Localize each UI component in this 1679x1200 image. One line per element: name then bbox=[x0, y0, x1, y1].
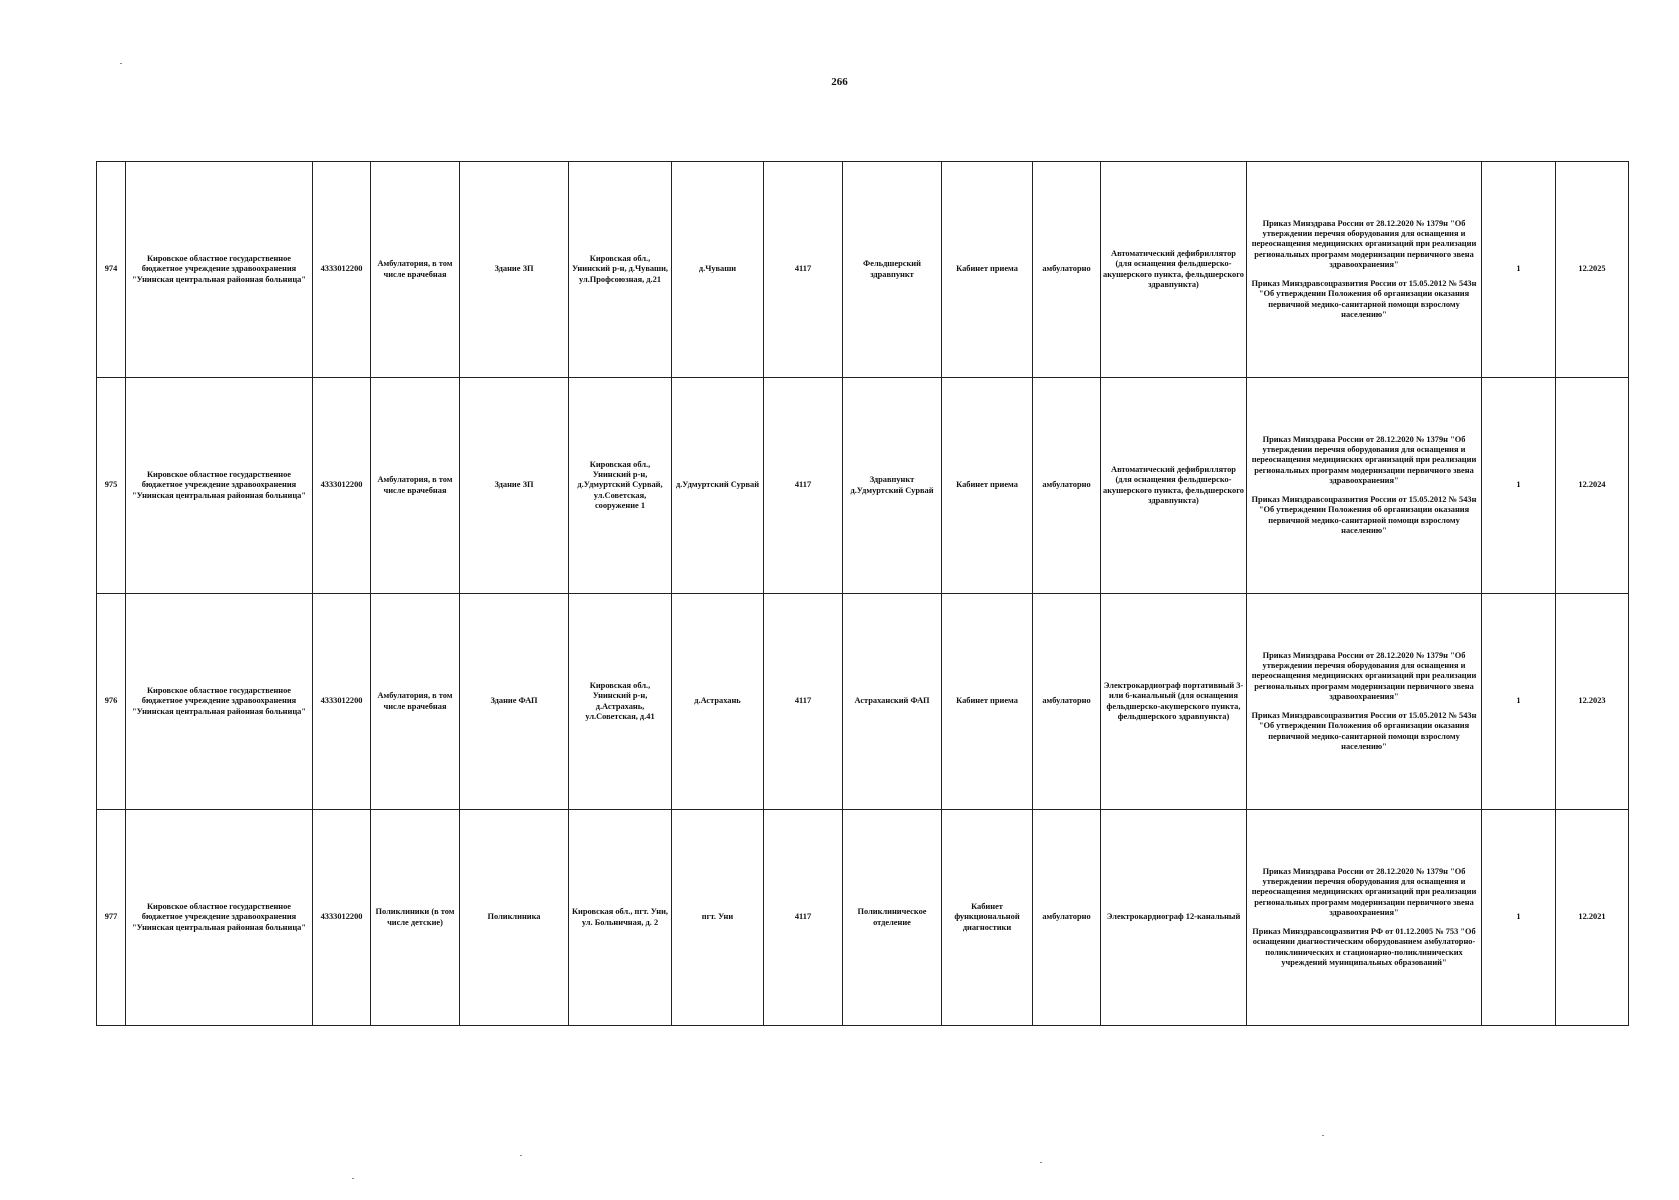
legal-basis-2: Приказ Минздравсоцразвития РФ от 01.12.2005 № 753 "Об оснащении диагностическим оборудованием амбулаторно-поликлинических и стационарно-поликлинических учреждений муниципальных образований" bbox=[1252, 927, 1476, 967]
legal-basis-1: Приказ Минздрава России от 28.12.2020 № 1379н "Об утверждении перечня оборудования для оснащения и переоснащения медицинских организаций при реализации региональных программ модернизации первичного звена здравоохранения" bbox=[1251, 650, 1477, 701]
legal-basis-cell bbox=[1247, 378, 1482, 594]
legal-basis-1: Приказ Минздрава России от 28.12.2020 № 1379н "Об утверждении перечня оборудования для оснащения и переоснащения медицинских организаций при реализации региональных программ модернизации первичного звена здравоохранения" bbox=[1251, 866, 1477, 917]
code2-cell: 4117 bbox=[764, 162, 843, 378]
organization-cell: Кировское областное государственное бюджетное учреждение здравоохранения "Унинская центральная районная больница" bbox=[126, 810, 313, 1026]
facility-type-cell: Амбулатория, в том числе врачебная bbox=[371, 594, 460, 810]
quantity-cell: 1 bbox=[1482, 810, 1556, 1026]
room-cell: Кабинет приема bbox=[942, 162, 1033, 378]
table-row bbox=[97, 594, 1629, 810]
table-row bbox=[97, 162, 1629, 378]
room-cell: Кабинет приема bbox=[942, 594, 1033, 810]
code2-cell: 4117 bbox=[764, 594, 843, 810]
facility-type-cell: Амбулатория, в том числе врачебная bbox=[371, 378, 460, 594]
date-cell: 12.2024 bbox=[1556, 378, 1629, 594]
building-cell: Поликлиника bbox=[460, 810, 569, 1026]
code2-cell: 4117 bbox=[764, 810, 843, 1026]
equipment-table bbox=[96, 161, 1629, 1026]
date-cell: 12.2023 bbox=[1556, 594, 1629, 810]
equipment-cell: Электрокардиограф портативный 3- или 6-канальный (для оснащения фельдшерско-акушерского пункта, фельдшерского здравпункта) bbox=[1101, 594, 1247, 810]
legal-basis-cell bbox=[1247, 594, 1482, 810]
date-cell: 12.2025 bbox=[1556, 162, 1629, 378]
room-cell: Кабинет функциональной диагностики bbox=[942, 810, 1033, 1026]
legal-basis-1: Приказ Минздрава России от 28.12.2020 № 1379н "Об утверждении перечня оборудования для оснащения и переоснащения медицинских организаций при реализации региональных программ модернизации первичного звена здравоохранения" bbox=[1251, 434, 1477, 485]
scan-speck bbox=[1040, 1162, 1042, 1163]
table-row bbox=[97, 378, 1629, 594]
building-cell: Здание ЗП bbox=[460, 162, 569, 378]
settlement-cell: д.Удмуртский Сурвай bbox=[672, 378, 764, 594]
settlement-cell: д.Чуваши bbox=[672, 162, 764, 378]
legal-basis-cell bbox=[1247, 162, 1482, 378]
settlement-cell: пгт. Уни bbox=[672, 810, 764, 1026]
care-mode-cell: амбулаторно bbox=[1033, 810, 1101, 1026]
scan-speck bbox=[120, 63, 122, 64]
facility-type-cell: Поликлиники (в том числе детские) bbox=[371, 810, 460, 1026]
equipment-cell: Автоматический дефибриллятор (для оснащения фельдшерско-акушерского пункта, фельдшерского здравпункта) bbox=[1101, 378, 1247, 594]
equipment-cell: Электрокардиограф 12-канальный bbox=[1101, 810, 1247, 1026]
quantity-cell: 1 bbox=[1482, 162, 1556, 378]
unit-cell: Поликлиническое отделение bbox=[843, 810, 942, 1026]
table-row bbox=[97, 810, 1629, 1026]
page-number: 266 bbox=[831, 76, 848, 88]
row-number: 977 bbox=[97, 810, 126, 1026]
legal-basis-2: Приказ Минздравсоцразвития России от 15.05.2012 № 543н "Об утверждении Положения об организации оказания первичной медико-санитарной помощи взрослому населению" bbox=[1251, 279, 1477, 319]
legal-basis-cell bbox=[1247, 810, 1482, 1026]
address-cell: Кировская обл., Унинский р-н, д.Удмуртский Сурвай, ул.Советская, сооружение 1 bbox=[569, 378, 672, 594]
code-cell: 4333012200 bbox=[313, 810, 371, 1026]
address-cell: Кировская обл., Унинский р-н, д.Чуваши, ул.Профсоюзная, д.21 bbox=[569, 162, 672, 378]
room-cell: Кабинет приема bbox=[942, 378, 1033, 594]
legal-basis-1: Приказ Минздрава России от 28.12.2020 № 1379н "Об утверждении перечня оборудования для оснащения и переоснащения медицинских организаций при реализации региональных программ модернизации первичного звена здравоохранения" bbox=[1251, 218, 1477, 269]
scan-speck bbox=[352, 1178, 354, 1179]
row-number: 975 bbox=[97, 378, 126, 594]
code-cell: 4333012200 bbox=[313, 594, 371, 810]
legal-basis-2: Приказ Минздравсоцразвития России от 15.05.2012 № 543н "Об утверждении Положения об организации оказания первичной медико-санитарной помощи взрослому населению" bbox=[1251, 495, 1477, 535]
address-cell: Кировская обл., пгт. Уни, ул. Больничная, д. 2 bbox=[569, 810, 672, 1026]
organization-cell: Кировское областное государственное бюджетное учреждение здравоохранения "Унинская центральная районная больница" bbox=[126, 594, 313, 810]
code-cell: 4333012200 bbox=[313, 162, 371, 378]
equipment-cell: Автоматический дефибриллятор (для оснащения фельдшерско-акушерского пункта, фельдшерского здравпункта) bbox=[1101, 162, 1247, 378]
care-mode-cell: амбулаторно bbox=[1033, 594, 1101, 810]
code-cell: 4333012200 bbox=[313, 378, 371, 594]
address-cell: Кировская обл., Унинский р-н, д.Астрахань, ул.Советская, д.41 bbox=[569, 594, 672, 810]
quantity-cell: 1 bbox=[1482, 378, 1556, 594]
scan-speck bbox=[520, 1155, 522, 1156]
code2-cell: 4117 bbox=[764, 378, 843, 594]
row-number: 974 bbox=[97, 162, 126, 378]
organization-cell: Кировское областное государственное бюджетное учреждение здравоохранения "Унинская центральная районная больница" bbox=[126, 378, 313, 594]
facility-type-cell: Амбулатория, в том числе врачебная bbox=[371, 162, 460, 378]
legal-basis-2: Приказ Минздравсоцразвития России от 15.05.2012 № 543н "Об утверждении Положения об организации оказания первичной медико-санитарной помощи взрослому населению" bbox=[1251, 711, 1477, 751]
date-cell: 12.2021 bbox=[1556, 810, 1629, 1026]
building-cell: Здание ЗП bbox=[460, 378, 569, 594]
unit-cell: Фельдшерский здравпункт bbox=[843, 162, 942, 378]
quantity-cell: 1 bbox=[1482, 594, 1556, 810]
scan-speck bbox=[1322, 1135, 1324, 1136]
unit-cell: Астраханский ФАП bbox=[843, 594, 942, 810]
care-mode-cell: амбулаторно bbox=[1033, 378, 1101, 594]
row-number: 976 bbox=[97, 594, 126, 810]
building-cell: Здание ФАП bbox=[460, 594, 569, 810]
organization-cell: Кировское областное государственное бюджетное учреждение здравоохранения "Унинская центральная районная больница" bbox=[126, 162, 313, 378]
unit-cell: Здравпункт д.Удмуртский Сурвай bbox=[843, 378, 942, 594]
care-mode-cell: амбулаторно bbox=[1033, 162, 1101, 378]
settlement-cell: д.Астрахань bbox=[672, 594, 764, 810]
